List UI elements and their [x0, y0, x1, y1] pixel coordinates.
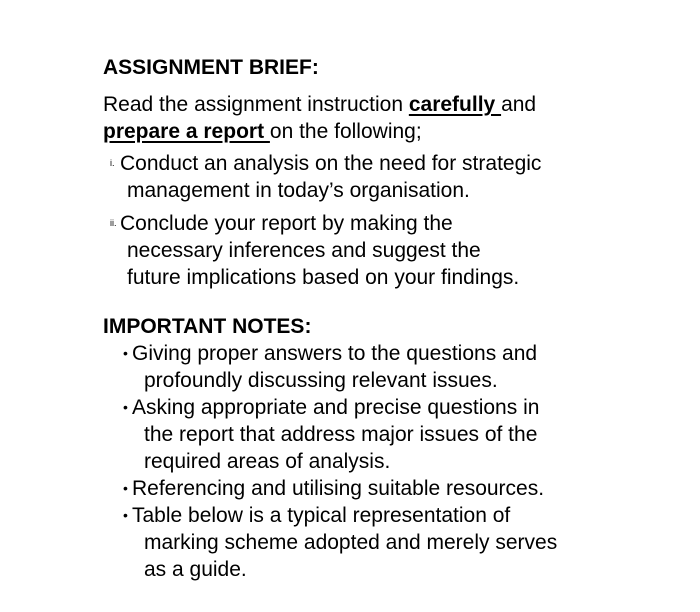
intro-text-2: and [501, 93, 537, 116]
bullet-marker: • [123, 507, 128, 523]
note-item-line: required areas of analysis. [144, 450, 391, 473]
intro-emphasis-prepare-report: prepare a report [103, 120, 270, 143]
note-item-line: Referencing and utilising suitable resources. [132, 477, 545, 500]
roman-marker: ii. [110, 218, 117, 228]
note-item-line: Table below is a typical representation of [132, 504, 511, 527]
section-spacer [103, 297, 663, 313]
assignment-brief-heading: ASSIGNMENT BRIEF: [103, 56, 319, 79]
note-item-line: as a guide. [144, 558, 247, 581]
brief-item-line: management in today’s organisation. [127, 179, 470, 202]
brief-item-line: future implications based on your findings. [127, 266, 520, 289]
intro-text-1: Read the assignment instruction [103, 93, 409, 116]
note-item-line: marking scheme adopted and merely serves [144, 531, 558, 554]
note-item-2 [103, 394, 663, 475]
bullet-marker: • [123, 480, 128, 496]
roman-marker: i. [110, 158, 115, 168]
note-item-line: Asking appropriate and precise questions in [132, 396, 540, 419]
brief-item-1 [103, 150, 663, 204]
brief-item-line: Conduct an analysis on the need for strategic [120, 152, 542, 175]
assignment-intro [103, 91, 663, 145]
note-item-1 [103, 340, 663, 394]
brief-item-line: Conclude your report by making the [120, 212, 453, 235]
bullet-marker: • [123, 345, 128, 361]
note-item-line: profoundly discussing relevant issues. [144, 369, 498, 392]
bullet-marker: • [123, 399, 128, 415]
note-item-line: Giving proper answers to the questions and [132, 342, 538, 365]
intro-emphasis-carefully: carefully [408, 93, 502, 116]
note-item-line: the report that address major issues of the [144, 423, 538, 446]
cropped-title-remnant [240, 0, 540, 6]
note-item-3 [103, 475, 663, 502]
brief-item-line: necessary inferences and suggest the [127, 239, 481, 262]
intro-text-3: on the following; [269, 120, 422, 143]
note-item-4 [103, 502, 663, 583]
document-body [103, 54, 663, 583]
important-notes-heading: IMPORTANT NOTES: [103, 315, 312, 338]
brief-item-2 [103, 210, 663, 291]
